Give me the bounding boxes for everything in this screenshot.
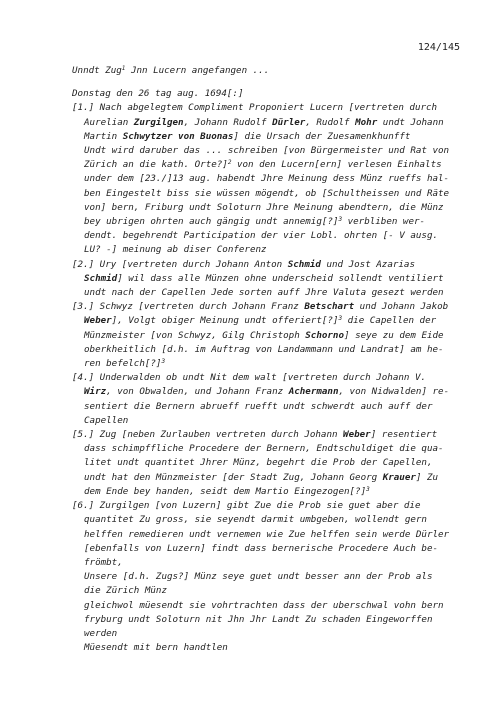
bold-name: Krauer (382, 471, 416, 483)
entry-line: under dem [23./]13 aug. habendt Jhre Meinung dess Münz rueffs hal- (84, 173, 450, 185)
document-body (72, 64, 492, 655)
entry-line: Schmid] wil dass alle Münzen ohne underscheid sollendt ventiliert (84, 272, 444, 284)
entry-line: Undt wird daruber das ... schreiben [von Bürgermeister und Rat von (84, 145, 450, 157)
entry-line: [4.] Underwalden ob undt Nit dem walt [vertreten durch Johann V. (72, 372, 427, 384)
footnote-ref: 3 (338, 216, 343, 224)
entry-line: Aurelian Zurgilgen, Johann Rudolf Dürler, Rudolf Mohr undt Johann (84, 116, 444, 128)
entry-line: frömbt, (84, 556, 123, 568)
bold-name: Mohr (355, 116, 378, 128)
entry-line: bey ubrigen ohrten auch gängig undt annemig[?]$^3$ verbliben wer- (84, 216, 426, 228)
bold-name: Schmid (287, 258, 321, 270)
entry-4 (72, 371, 492, 428)
entry-line: helffen remedieren undt vernemen wie Zue helffen sein werde Dürler (84, 528, 450, 540)
entry-line: dass schimpffliche Procedere der Bernern, Endtschuldiget die qua- (84, 443, 444, 455)
page-number: 124/145 (417, 42, 460, 53)
entry-line: ben Eingestelt biss sie wüssen mögendt, ob [Schultheissen und Räte (84, 187, 450, 199)
entry-line: Weber], Volgt obiger Meinung undt offeriert[?]$^3$ die Capellen der (84, 315, 437, 327)
bold-name: Dürler (272, 116, 306, 128)
entry-2 (72, 258, 492, 301)
entry-line: [2.] Ury [vertreten durch Johann Anton Schmid und Jost Azarias (72, 258, 415, 270)
entry-line: Zürich an die kath. Orte?]$^2$ von den Lucern[ern] verlesen Einhalts (84, 159, 442, 171)
entry-line: Wirz, von Obwalden, und Johann Franz Achermann, von Nidwalden] re- (84, 386, 450, 398)
entry-line: sentiert die Bernern abrueff ruefft undt schwerdt auch auff der (84, 400, 433, 412)
entry-line: dendt. begehrendt Participation der vier Lobl. ohrten [- V ausg. (84, 230, 439, 242)
bold-name: Betschart (304, 301, 355, 313)
entry-line: ren befelch[?]$^3$ (84, 358, 166, 370)
footnote-ref: 3 (366, 485, 370, 493)
entry-line: litet undt quantitet Jhrer Münz, begehrt die Prob der Capellen, (84, 457, 433, 469)
entry-line: [5.] Zug [neben Zurlauben vertreten durch Johann Weber] resentiert (72, 429, 438, 441)
entry-line: gleichwol müesendt sie vohrtrachten dass der uberschwal vohn bern (84, 599, 444, 611)
entry-line: Capellen (84, 414, 129, 426)
entry-line: werden (84, 627, 118, 639)
entry-line: dem Ende bey handen, seidt dem Martio Eingezogen[?]$^3$ (84, 485, 370, 497)
entry-line: Münzmeister [von Schwyz, Gilg Christoph Schorno] seye zu dem Eide (84, 329, 444, 341)
bold-name: Achermann (288, 386, 339, 398)
document-heading: Unndt Zug$^1$ Jnn Lucern angefangen ... (72, 65, 270, 76)
entry-line: LU? -] meinung ab diser Conferenz (84, 244, 267, 256)
bold-name: Schwytzer von Buonas (122, 130, 234, 142)
footnote-ref: 3 (161, 358, 166, 366)
bold-name: Weber (343, 429, 371, 441)
entry-line: Martin Schwytzer von Buonas] die Ursach der Zuesamenkhunfft (84, 130, 411, 142)
entry-line: undt nach der Capellen Jede sorten auff Jhre Valuta gesezt werden (84, 287, 444, 299)
entry-line: [ebenfalls von Luzern] findt dass bernerische Procedere Auch be- (84, 542, 439, 554)
entry-line: [3.] Schwyz [vertreten durch Johann Franz Betschart und Johann Jakob (72, 301, 449, 313)
entry-6 (72, 499, 492, 655)
entry-line: die Zürich Münz (84, 585, 167, 597)
entry-line: oberkheitlich [d.h. im Auftrag von Landammann und Landrat] am he- (84, 343, 444, 355)
bold-name: Zurgilgen (133, 116, 184, 128)
bold-name: Weber (84, 315, 112, 327)
bold-name: Wirz (84, 386, 107, 398)
entry-line: [6.] Zurgilgen [von Luzern] gibt Zue die Prob sie guet aber die (72, 500, 421, 512)
entry-line: Unsere [d.h. Zugs?] Münz seye guet undt besser ann der Prob als (84, 571, 433, 583)
bold-name: Schmid (84, 272, 118, 284)
bold-name: Schorno (305, 329, 344, 341)
footnote-ref: 1 (121, 65, 126, 72)
entry-line: quantitet Zu gross, sie seyendt darmit umbgeben, wollendt gern (84, 514, 427, 526)
meeting-date: Donstag den 26 tag aug. 1694[:] (72, 88, 244, 100)
footnote-ref: 3 (338, 315, 343, 323)
entry-1 (72, 101, 492, 257)
entry-line: Müesendt mit bern handtlen (84, 642, 228, 654)
entry-line: undt hat den Münzmeister [der Stadt Zug, Johann Georg Krauer] Zu (84, 471, 439, 483)
entry-line: von] bern, Friburg undt Soloturn Jhre Meinung abendtern, die Münz (84, 201, 444, 213)
entry-5 (72, 428, 492, 499)
entry-line: fryburg undt Soloturn nit Jhn Jhr Landt Zu schaden Eingeworffen (84, 613, 433, 625)
entry-3 (72, 300, 492, 371)
entry-line: [1.] Nach abgelegtem Compliment Proponiert Lucern [vertreten durch (72, 102, 438, 114)
footnote-ref: 2 (227, 159, 232, 167)
